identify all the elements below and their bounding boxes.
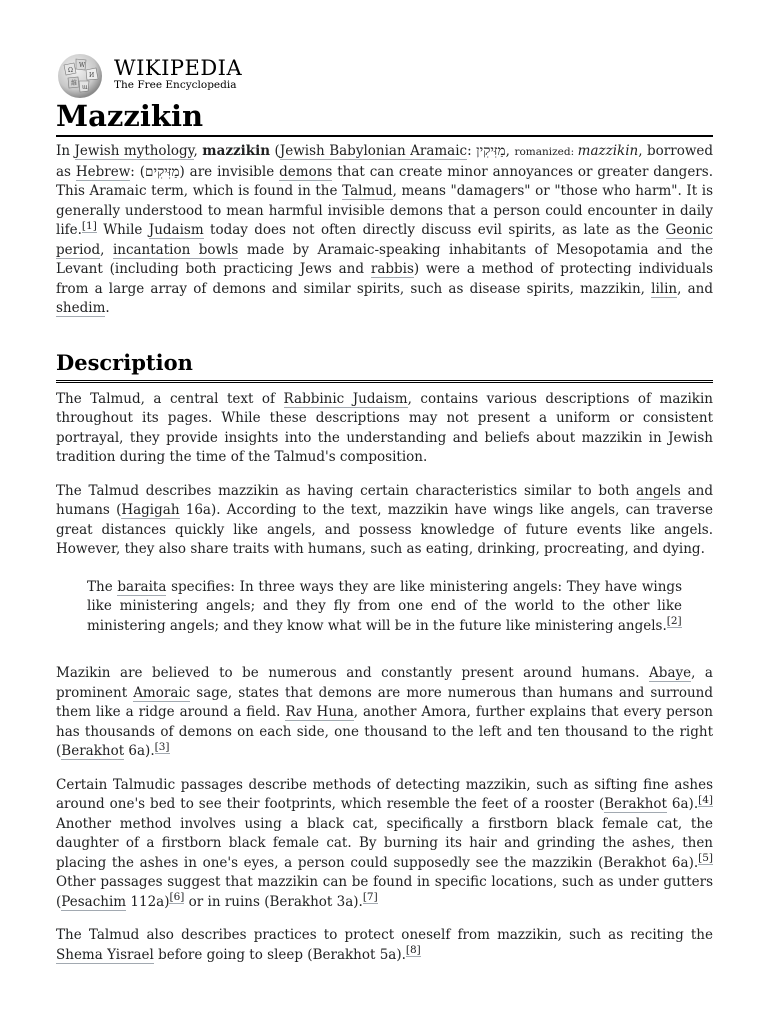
section-heading-description: Description [56,348,713,383]
link-abaye[interactable]: Abaye [649,665,692,681]
svg-text:И: И [89,72,95,79]
link-incantation-bowls[interactable]: incantation bowls [112,241,239,258]
link-jewish-mythology[interactable]: Jewish mythology [74,143,194,159]
romanized-label: romanized: [514,146,578,158]
reference-8[interactable]: [8] [405,944,421,956]
reference-2[interactable]: [2] [666,615,682,627]
link-angels[interactable]: angels [636,482,681,499]
link-rav-huna[interactable]: Rav Huna [285,704,354,720]
link-baraita[interactable]: baraita [117,578,167,595]
reference-1[interactable]: [1] [81,219,97,232]
romanized-term: mazzikin [577,143,639,159]
link-judaism[interactable]: Judaism [148,222,204,238]
link-talmud[interactable]: Talmud [342,183,393,199]
reference-5[interactable]: [5] [698,852,713,864]
link-shema-yisrael[interactable]: Shema Yisrael [56,946,154,963]
baraita-quote: The baraita specifies: In three ways they are like ministering angels: They have wings like ministering angels; and they fly from one end of the world to the other like ministering angels; and they know what will be in the future like ministering angels.[2] [87,578,682,634]
description-paragraph-1: The Talmud, a central text of Rabbinic Judaism, contains various descriptions of mazikin throughout its pages. While these descriptions may not present a uniform or consistent portrayal, they provide insights into the understanding and beliefs about mazzikin in Jewish tradition during the time of the Talmud's composition. [56,390,713,465]
svg-text:Ω: Ω [68,67,73,74]
description-paragraph-3: Mazikin are believed to be numerous and constantly present around humans. Abaye, a prominent Amoraic sage, states that demons are more numerous than humans and surround them like a ridge around a field. Rav Huna, another Amora, further explains that every person has thousands of demons on each side, one thousand to the left and ten thousand to the right (Berakhot 6a).[3] [56,665,714,759]
link-geonic-period[interactable]: Geonic period [56,222,713,258]
svg-text:W: W [79,62,86,69]
svg-text:ա: ա [82,84,88,91]
link-demons[interactable]: demons [279,163,333,180]
page-title: Mazzikin [56,98,713,137]
description-paragraph-4: Certain Talmudic passages describe methods of detecting mazzikin, such as sifting fine ashes around one's bed to see their footprints, which resemble the feet of a rooster (Berakhot 6a).[4] Another method involves using a black cat, specifically a firstborn black female cat, the daughter of a firstborn black female cat. By burning its hair and grinding the ashes, then placing the ashes in one's eyes, a person could supposedly see the mazzikin (Berakhot 6a).[5] Other passages suggest that mazzikin can be found in specific locations, such as under gutters (Pesachim 112a)[6] or in ruins (Berakhot 3a).[7] [56,776,713,910]
reference-4[interactable]: [4] [698,793,713,806]
link-shedim[interactable]: shedim [56,300,106,316]
link-pesachim[interactable]: Pesachim [61,893,127,910]
link-rabbis[interactable]: rabbis [370,261,414,277]
wikipedia-wordmark: WIKIPEDIA [114,56,243,80]
link-berakhot-2[interactable]: Berakhot [604,796,667,812]
reference-3[interactable]: [3] [154,740,170,753]
article-content [56,142,713,979]
link-hagigah[interactable]: Hagigah [121,502,180,518]
reference-7[interactable]: [7] [362,891,378,903]
link-jewish-babylonian-aramaic[interactable]: Jewish Babylonian Aramaic [279,143,468,159]
term-bold: mazzikin [202,143,271,159]
description-paragraph-5: The Talmud also describes practices to protect oneself from mazzikin, such as reciting the Shema Yisrael before going to sleep (Berakhot 5a).[8] [56,927,713,963]
link-hebrew[interactable]: Hebrew [75,163,131,180]
svg-text:維: 維 [71,80,78,87]
wikipedia-tagline: The Free Encyclopedia [114,79,237,91]
link-berakhot[interactable]: Berakhot [61,743,125,759]
reference-6[interactable]: [6] [169,891,185,903]
link-lilin[interactable]: lilin [651,280,678,297]
description-paragraph-2: The Talmud describes mazzikin as having certain characteristics similar to both angels and humans (Hagigah 16a). According to the text, mazzikin have wings like angels, can traverse great distances quickly like angels, and possess knowledge of future events like angels. However, they also share traits with humans, such as eating, drinking, procreating, and dying. [56,482,713,557]
wikipedia-logo[interactable] [56,53,256,99]
intro-paragraph: In Jewish mythology, mazzikin (Jewish Babylonian Aramaic: מַזִּיקִין, romanized: mazzikin, borrowed as Hebrew: (מַזִּיקִים) are invisible demons that can create minor annoyances or greater dangers. This Aramaic term, which is found in the Talmud, means "damagers" or "those who harm". It is generally understood to mean harmful invisible demons that a person could encounter in daily life.[1] While Judaism today does not often directly discuss evil spirits, as late as the Geonic period, incantation bowls made by Aramaic-speaking inhabitants of Mesopotamia and the Levant (including both practicing Jews and rabbis) were a method of protecting individuals from a large array of demons and similar spirits, such as disease spirits, mazzikin, lilin, and shedim. [56,143,714,316]
link-amoraic[interactable]: Amoraic [133,684,191,701]
link-rabbinic-judaism[interactable]: Rabbinic Judaism [283,390,408,407]
wikipedia-globe-icon [56,53,104,99]
